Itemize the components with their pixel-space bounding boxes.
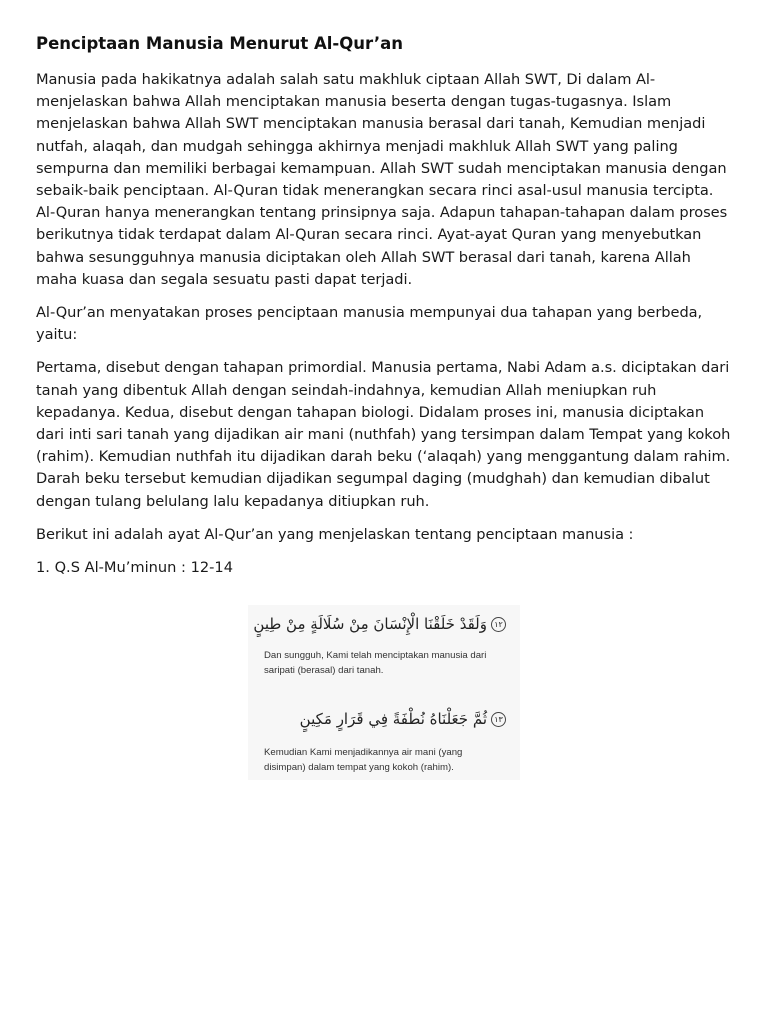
arabic-verse-text: وَلَقَدْ خَلَقْنَا الْإِنْسَانَ مِنْ سُلَالَةٍ مِنْ طِينٍ [253,615,487,633]
translation-verse-12: Dan sungguh, Kami telah menciptakan manusia dari saripati (berasal) dari tanah. [264,650,487,676]
verse-number-marker: ١٣ [491,712,506,727]
arabic-verse-text: ثُمَّ جَعَلْنَاهُ نُطْفَةً فِي قَرَارٍ مَكِينٍ [299,710,487,728]
list-item-surah-reference: 1. Q.S Al-Mu’minun : 12-14 [36,559,233,577]
paragraph-stages-detail: Pertama, disebut dengan tahapan primordial. Manusia pertama, Nabi Adam a.s. diciptakan dari tanah yang dibentuk Allah dengan seindah-indahnya, kemudian Allah meniupkan ruh kepadanya. Kedua, disebut dengan tahapan biologi. Didalam proses ini, manusia diciptakan dari inti sari tanah yang dijadikan air mani (nuthfah) yang tersimpan dalam Tempat yang kokoh (rahim). Kemudian nuthfah itu dijadikan darah beku (‘alaqah) yang menggantung dalam rahim. Darah beku tersebut kemudian dijadikan segumpal daging (mudghah) dan kemudian dibalut dengan tulang belulang lalu kepadanya ditiupkan ruh. [36,359,731,510]
verse-block-12 [248,605,520,693]
arabic-verse-12 [248,605,520,637]
paragraph-two-stages: Al-Qur’an menyatakan proses penciptaan manusia mempunyai dua tahapan yang berbeda, yaitu: [36,304,703,344]
article-title: Penciptaan Manusia Menurut Al-Qur’an [36,34,403,53]
verse-block-13 [248,700,520,780]
arabic-verse-13 [248,700,520,732]
translation-verse-13: Kemudian Kami menjadikannya air mani (yang disimpan) dalam tempat yang kokoh (rahim). [264,747,463,773]
quran-verse-image [248,605,520,780]
paragraph-verses-intro: Berikut ini adalah ayat Al-Qur’an yang menjelaskan tentang penciptaan manusia : [36,525,634,543]
verse-number-marker: ١٢ [491,617,506,632]
article [36,30,736,579]
paragraph-intro: Manusia pada hakikatnya adalah salah satu makhluk ciptaan Allah SWT, Di dalam Al-menjelaskan bahwa Allah menciptakan manusia beserta dengan tugas-tugasnya. Islam menjelaskan bahwa Allah SWT menciptakan manusia berasal dari tanah, Kemudian menjadi nutfah, alaqah, dan mudgah sehingga akhirnya menjadi makhluk Allah SWT yang paling sempurna dan memiliki berbagai kemampuan. Allah SWT sudah menciptakan manusia dengan sebaik-baik penciptaan. Al-Quran tidak menerangkan secara rinci asal-usul manusia tercipta. Al-Quran hanya menerangkan tentang prinsipnya saja. Adapun tahapan-tahapan dalam proses berikutnya tidak terdapat dalam Al-Quran secara rinci. Ayat-ayat Quran yang menyebutkan bahwa sesungguhnya manusia diciptakan oleh Allah SWT berasal dari tanah, karena Allah maha kuasa dan segala sesuatu pasti dapat terjadi. [36,71,728,288]
